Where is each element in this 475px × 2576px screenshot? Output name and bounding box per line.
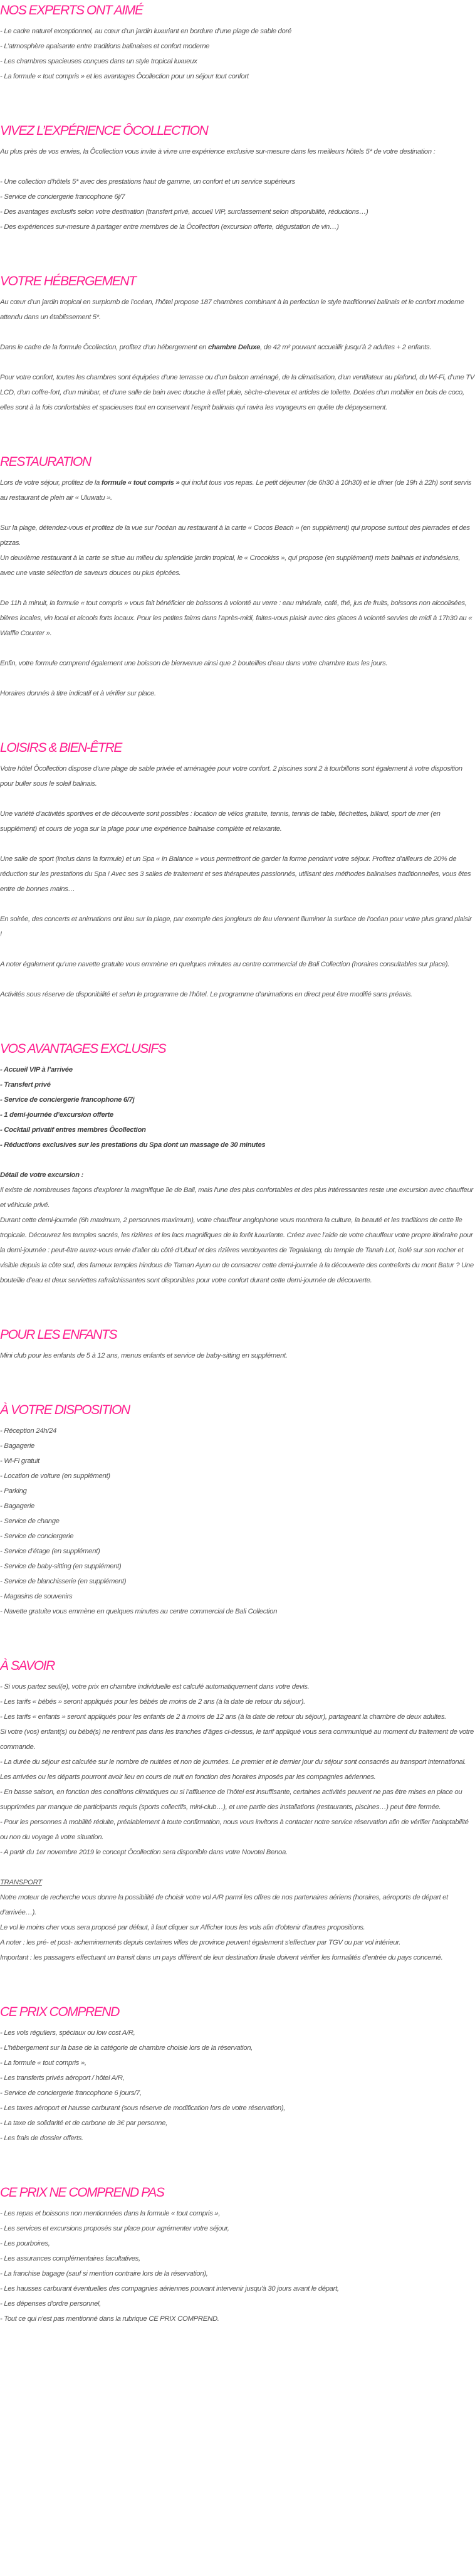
spacer (0, 837, 475, 852)
list-item: - Service de blanchisserie (en supplément) (0, 1578, 127, 1585)
list-item: - L’atmosphère apaisante entre traditions balinaises et confort moderne (0, 43, 210, 50)
spacer (0, 1153, 475, 1168)
list-item: - Service de change (0, 1518, 60, 1525)
spacer (0, 701, 475, 737)
section-savoir (0, 1655, 475, 1965)
list-item: - Magasins de souvenirs (0, 1593, 73, 1600)
list-item: - La franchise bagage (sauf si mention contraire lors de la réservation), (0, 2270, 208, 2278)
restauration-paragraph: De 11h à minuit, la formule « tout compris » vous fait bénéficier de boissons à volonté au verre : eau minérale, café, thé, jus de fruits, boissons non alcoolisées, bières locales, vin local et alcools forts locaux. Pour les petites faims dans l’après-midi, faites-vous plaisir avec des glaces à volonté servies de midi à 17h30 au « Waffle Counter ». (0, 599, 472, 637)
list-item: - Réductions exclusives sur les prestations du Spa dont un massage de 30 minutes (0, 1141, 266, 1149)
section-ne-comprend-pas (0, 2182, 475, 2326)
list-item: - La formule « tout compris » et les avantages Ôcollection pour un séjour tout confort (0, 73, 249, 80)
spacer (0, 505, 475, 520)
list-item: - Accueil VIP à l’arrivée (0, 1066, 73, 1074)
spacer (0, 671, 475, 686)
list-item: - Les chambres spacieuses conçues dans un style tropical luxueux (0, 58, 197, 65)
section-restauration (0, 451, 475, 701)
list-item: - Service de conciergerie francophone 6 jours/7, (0, 2089, 142, 2097)
text: Lors de votre séjour, profitez de la (0, 479, 102, 487)
hebergement-room-paragraph (0, 340, 475, 355)
list-item: - Bagagerie (0, 1502, 35, 1510)
restauration-paragraph: Enfin, votre formule comprend également une boisson de bienvenue ainsi que 2 bouteilles d’eau dans votre chambre tous les jours. (0, 660, 388, 667)
list-item: - A partir du 1er novembre 2019 le concept Ôcollection sera disponible dans votre Novotel Benoa. (0, 1849, 288, 1856)
section-title-hebergement: VOTRE HÉBERGEMENT (0, 274, 136, 288)
spacer (0, 641, 475, 656)
list-item: - La durée du séjour est calculée sur le nombre de nuitées et non de journées. Le premier et le dernier jour du séjour sont consacrés au transport international. Les arrivées ou les départs pourront avoir lieu en cours de nuit en fonction des horaires imposés par les compagnies aériennes. (0, 1758, 466, 1781)
formula-name: formule « tout compris » (101, 479, 180, 487)
section-experience (0, 120, 475, 235)
list-item: - Service de conciergerie francophone 6/7j (0, 1096, 135, 1104)
transport-line: Le vol le moins cher vous sera proposé par défaut, il faut cliquer sur Afficher tous les vols afin d'obtenir d'autres propositions. (0, 1924, 365, 1931)
list-item: - Transfert privé (0, 1081, 51, 1089)
list-item: - Service de conciergerie francophone 6j/7 (0, 193, 125, 201)
list-item: - Le cadre naturel exceptionnel, au cœur d’un jardin luxuriant en bordure d’une plage de sable doré (0, 28, 291, 35)
spacer (0, 235, 475, 271)
list-item: - Parking (0, 1487, 27, 1495)
spacer (0, 1860, 475, 1875)
list-item: - Cocktail privatif entres membres Ôcollection (0, 1126, 146, 1134)
spacer (0, 1288, 475, 1324)
list-item: - Les hausses carburant éventuelles des compagnies aériennes pouvant intervenir jusqu'à 30 jours avant le départ, (0, 2285, 339, 2293)
section-title-restauration: RESTAURATION (0, 455, 91, 469)
excursion-paragraph: Durant cette demi-journée (6h maximum, 2 personnes maximum), votre chauffeur anglophone vous montrera la culture, la beauté et les traditions de cette île tropicale. Découvrez les temples sacrés, les rizières et les lacs magnifiques de la forêt luxuriante. Créez avec l’aide de votre chauffeur votre propre itinéraire pour la demi-journée : peut-être aurez-vous envie d’aller du côté d’Ubud et des rizières verdoyantes de Tegalalang, du temple de Tanah Lot, isolé sur son rocher et visible depuis la côte sud, des fameux temples hindous de Taman Ayun ou de consacrer cette demi-journée à la découverte des contreforts du mont Batur ? Une bouteille d’eau et deux serviettes rafraîchissantes sont disponibles pour votre confort durant cette demi-journée de découverte. (0, 1217, 474, 1284)
list-item: - Les taxes aéroport et hausse carburant (sous réserve de modification lors de votre réservation), (0, 2104, 286, 2112)
spacer (0, 159, 475, 174)
restauration-note: Horaires donnés à titre indicatif et à vérifier sur place. (0, 690, 156, 697)
spacer (0, 1965, 475, 2002)
spacer (0, 1619, 475, 1655)
section-title-loisirs: LOISIRS & BIEN-ÊTRE (0, 741, 122, 755)
spacer (0, 791, 475, 806)
enfants-paragraph: Mini club pour les enfants de 5 à 12 ans, menus enfants et service de baby-sitting en supplément. (0, 1352, 288, 1359)
section-enfants (0, 1324, 475, 1363)
list-item: - Service d’étage (en supplément) (0, 1548, 100, 1555)
loisirs-note: Activités sous réserve de disponibilité et selon le programme de l’hôtel. Le programme d’animations en direct peut être modifié sans préavis. (0, 991, 412, 998)
list-item: - 1 demi-journée d’excursion offerte (0, 1111, 113, 1119)
transport-label: TRANSPORT (0, 1879, 42, 1886)
transport-line: Notre moteur de recherche vous donne la possibilité de choisir votre vol A/R parmi les offres de nos partenaires aériens (horaires, aéroports de départ et d’arrivée…). (0, 1894, 448, 1916)
section-title-ne-comprend-pas: CE PRIX NE COMPREND PAS (0, 2185, 164, 2200)
list-item: - Les vols réguliers, spéciaux ou low cost A/R, (0, 2029, 135, 2037)
section-title-avantages: VOS AVANTAGES EXCLUSIFS (0, 1042, 166, 1056)
section-title-disposition: À VOTRE DISPOSITION (0, 1403, 130, 1417)
spacer (0, 942, 475, 957)
list-item: - Location de voiture (en supplément) (0, 1472, 110, 1480)
list-item: - Les tarifs « enfants » seront appliqués pour les enfants de 2 à moins de 12 ans (à la date de retour du séjour), partageant la chambre de deux adultes. (0, 1713, 446, 1721)
section-disposition (0, 1400, 475, 1619)
spacer (0, 972, 475, 987)
list-item: - Les services et excursions proposés sur place pour agrémenter votre séjour, (0, 2225, 229, 2232)
list-item: - Les assurances complémentaires facultatives, (0, 2255, 140, 2262)
section-comprend (0, 2002, 475, 2146)
section-avantages (0, 1038, 475, 1288)
spacer (0, 415, 475, 451)
list-item: - Bagagerie (0, 1442, 35, 1450)
spacer (0, 1363, 475, 1400)
section-experts (0, 0, 475, 84)
room-type: chambre Deluxe (207, 344, 261, 351)
list-item: - Les dépenses d'ordre personnel, (0, 2300, 101, 2308)
restauration-paragraph: Sur la plage, détendez-vous et profitez de la vue sur l’océan au restaurant à la carte « Cocos Beach » (en supplément) qui propose surtout des pierrades et des pizzas. (0, 524, 470, 547)
restauration-paragraph: Un deuxième restaurant à la carte se situe au milieu du splendide jardin tropical, le « Crocokiss », qui propose (en supplément) mets balinais et indonésiens, avec une vaste sélection de saveurs douces ou plus épicées. (0, 554, 461, 577)
list-item: - Si vous partez seul(e), votre prix en chambre individuelle est calculé automatiquement dans votre devis. (0, 1683, 310, 1691)
excursion-label: Détail de votre excursion : (0, 1171, 83, 1179)
spacer (0, 355, 475, 370)
section-title-savoir: À SAVOIR (0, 1659, 55, 1673)
list-item: - Service de baby-sitting (en supplément) (0, 1563, 122, 1570)
list-item: - Navette gratuite vous emmène en quelques minutes au centre commercial de Bali Collection (0, 1608, 278, 1615)
section-title-comprend: CE PRIX COMPREND (0, 2005, 119, 2019)
transport-line: Important : les passagers effectuant un transit dans un pays différent de leur destination finale doivent vérifier les formalités d’entrée du pays concerné. (0, 1954, 443, 1961)
spacer (0, 1002, 475, 1038)
transport-line: A noter : les pré- et post- acheminements depuis certaines villes de province peuvent également s'effectuer par TGV ou par vol intérieur. (0, 1939, 401, 1946)
spacer (0, 897, 475, 912)
list-item: - Des expériences sur-mesure à partager entre membres de la Ôcollection (excursion offerte, dégustation de vin…) (0, 223, 339, 231)
hebergement-paragraph: Au cœur d’un jardin tropical en surplomb de l’océan, l’hôtel propose 187 chambres combinant à la perfection le style traditionnel balinais et le confort moderne attendu dans un établissement 5*. (0, 298, 464, 321)
list-item: Si votre (vos) enfant(s) ou bébé(s) ne rentrent pas dans les tranches d’âges ci-dessus, le tarif appliqué vous sera communiqué au moment du traitement de votre commande. (0, 1728, 474, 1751)
spacer (0, 2146, 475, 2182)
list-item: - Wi-Fi gratuit (0, 1457, 39, 1465)
section-loisirs (0, 737, 475, 1002)
list-item: - La taxe de solidarité et de carbone de 3€ par personne, (0, 2119, 167, 2127)
list-item: - Les frais de dossier offerts. (0, 2135, 83, 2142)
loisirs-paragraph: A noter également qu’une navette gratuite vous emmène en quelques minutes au centre commercial de Bali Collection (horaires consultables sur place). (0, 961, 450, 968)
section-title-experience: VIVEZ L’EXPÉRIENCE ÔCOLLECTION (0, 124, 208, 138)
text: Dans le cadre de la formule Ôcollection, profitez d’un hébergement en (0, 344, 208, 351)
list-item: - Pour les personnes à mobilité réduite, préalablement à toute confirmation, nous vous invitons à contacter notre service réservation afin de vérifier l’adaptabilité ou non du voyage à votre situation. (0, 1819, 469, 1841)
list-item: - Réception 24h/24 (0, 1427, 56, 1435)
section-title-experts: NOS EXPERTS ONT AIMÉ (0, 3, 143, 18)
list-item: - Les pourboires, (0, 2240, 50, 2247)
spacer (0, 581, 475, 596)
restauration-paragraph (0, 475, 475, 505)
loisirs-paragraph: En soirée, des concerts et animations ont lieu sur la plage, par exemple des jongleurs de feu viennent illuminer la surface de l’océan pour votre plus grand plaisir ! (0, 916, 472, 938)
list-item: - Les transferts privés aéroport / hôtel A/R, (0, 2074, 125, 2082)
excursion-paragraph: Il existe de nombreuses façons d'explorer la magnifique île de Bali, mais l'une des plus confortables et des plus intéressantes reste une excursion avec chauffeur et véhicule privé. (0, 1186, 473, 1209)
loisirs-paragraph: Votre hôtel Ôcollection dispose d’une plage de sable privée et aménagée pour votre confort. 2 piscines sont 2 à tourbillons sont également à votre disposition pour buller sous le soleil balinais. (0, 765, 462, 788)
spacer (0, 84, 475, 120)
text: qui inclut tous vos repas. Le petit déjeuner (de 6h30 à 10h30) et le dîner (de 19h à 22h) sont servis au restaurant de plein air « Uluwatu ». (0, 479, 472, 502)
list-item: - Tout ce qui n'est pas mentionné dans la rubrique CE PRIX COMPREND. (0, 2315, 219, 2323)
list-item: - Les tarifs « bébés » seront appliqués pour les bébés de moins de 2 ans (à la date de retour du séjour). (0, 1698, 305, 1706)
list-item: - L’hébergement sur la base de la catégorie de chambre choisie lors de la réservation, (0, 2044, 253, 2052)
hebergement-paragraph: Pour votre confort, toutes les chambres sont équipées d’une terrasse ou d’un balcon aménagé, de la climatisation, d’un ventilateur au plafond, du Wi-Fi, d’une TV LCD, d’un coffre-fort, d’un minibar, et d’une salle de bain avec douche à effet pluie, sèche-cheveux et articles de toilette. Dotées d’un mobilier en bois de coco, elles sont à la fois confortables et spacieuses tout en conservant l’esprit balinais qui ravira les voyageurs en quête de dépaysement. (0, 374, 475, 411)
list-item: - En basse saison, en fonction des conditions climatiques ou si l’affluence de l’hôtel est insuffisante, certaines activités peuvent ne pas être mises en place ou supprimées par manque de participants requis (sports collectifs, mini-club…), et une partie des installations (restaurants, piscines…) peut être fermée. (0, 1788, 462, 1811)
section-title-enfants: POUR LES ENFANTS (0, 1328, 117, 1342)
section-hebergement (0, 271, 475, 415)
list-item: - Des avantages exclusifs selon votre destination (transfert privé, accueil VIP, surclassement selon disponibilité, réductions…) (0, 208, 368, 216)
text: , de 42 m² pouvant accueillir jusqu’à 2 adultes + 2 enfants. (260, 344, 432, 351)
loisirs-paragraph: Une variété d’activités sportives et de découverte sont possibles : location de vélos gratuite, tennis, tennis de table, fléchettes, billard, sport de mer (en supplément) et cours de yoga sur la plage pour une expérience balinaise complète et relaxante. (0, 810, 441, 833)
list-item: - La formule « tout compris », (0, 2059, 86, 2067)
list-item: - Une collection d’hôtels 5* avec des prestations haut de gamme, un confort et un service supérieurs (0, 178, 295, 186)
list-item: - Service de conciergerie (0, 1533, 74, 1540)
experience-intro: Au plus près de vos envies, la Ôcollection vous invite à vivre une expérience exclusive sur-mesure dans les meilleurs hôtels 5* de votre destination : (0, 148, 436, 156)
list-item: - Les repas et boissons non mentionnées dans la formule « tout compris », (0, 2210, 221, 2217)
spacer (0, 325, 475, 340)
loisirs-paragraph: Une salle de sport (inclus dans la formule) et un Spa « In Balance » vous permettront de garder la forme pendant votre séjour. Profitez d’ailleurs de 20% de réduction sur les prestations du Spa ! Avec ses 3 salles de traitement et ses thérapeutes passionnés, utilisant des méthodes balinaises traditionnelles, vous êtes entre de bonnes mains… (0, 855, 471, 893)
